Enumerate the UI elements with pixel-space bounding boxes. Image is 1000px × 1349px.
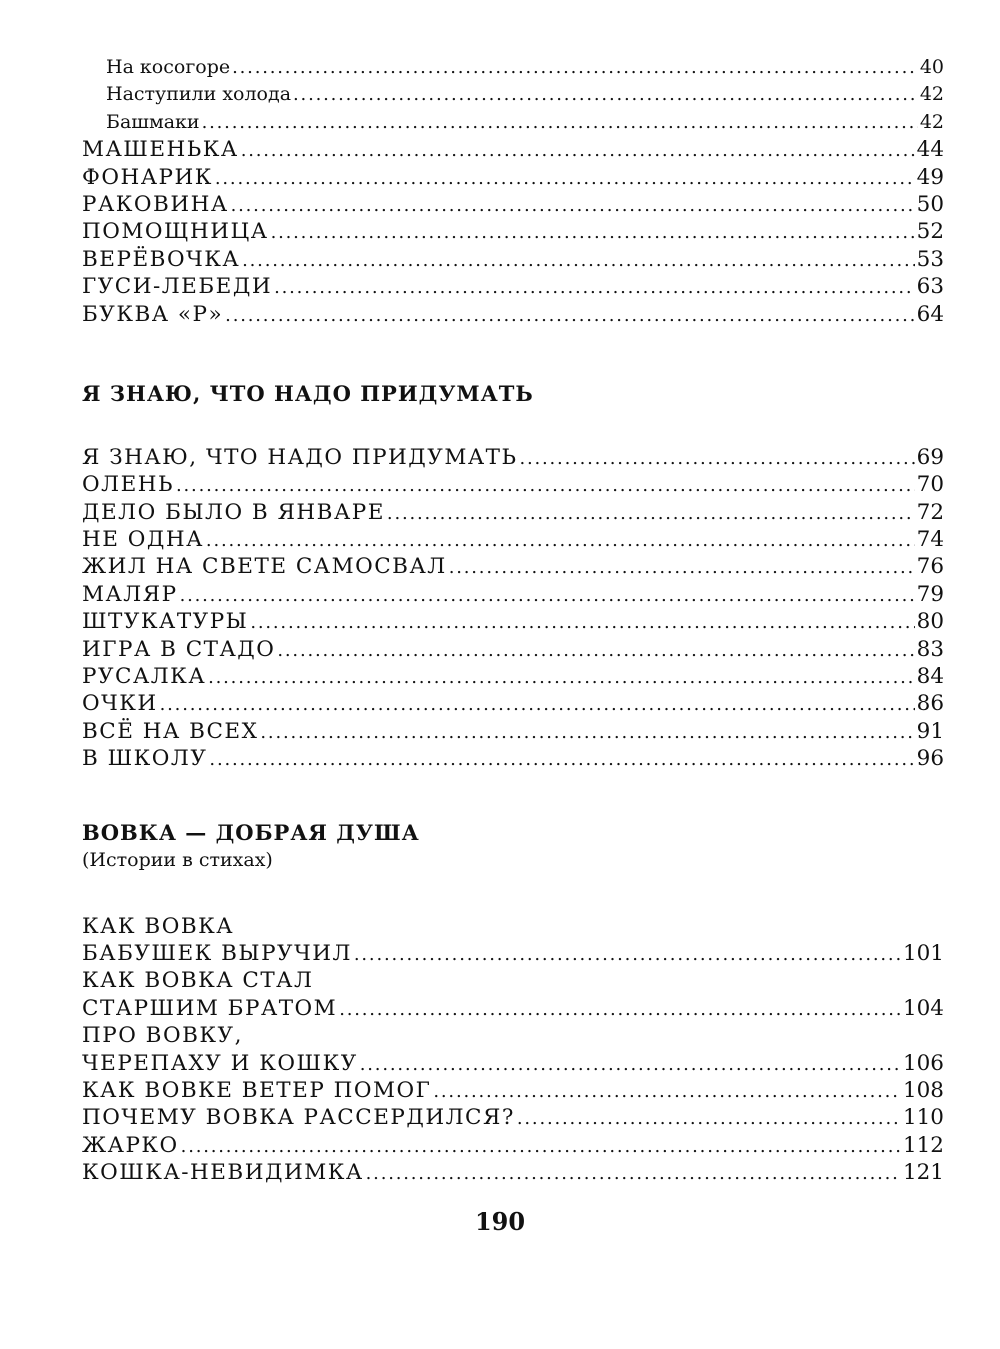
entry-page: 64	[916, 301, 944, 327]
entry-title: КАК ВОВКЕ ВЕТЕР ПОМОГ	[82, 1077, 432, 1103]
entry-title: РАКОВИНА	[82, 191, 229, 217]
dot-leader	[274, 273, 915, 300]
toc-entry	[82, 1104, 944, 1131]
entry-page: 80	[916, 609, 944, 635]
toc-entry	[82, 718, 944, 745]
entry-page: 86	[916, 691, 944, 717]
section-subheading: (Истории в стихах)	[82, 848, 273, 871]
toc-entry	[82, 54, 944, 81]
dot-leader	[360, 1050, 901, 1077]
dot-leader	[242, 246, 915, 273]
entry-page: 53	[916, 246, 944, 272]
entry-title: ВЕРЁВОЧКА	[82, 246, 241, 272]
entry-title: Башмаки	[106, 110, 200, 133]
entry-title: ЖАРКО	[82, 1132, 179, 1158]
entry-title: КОШКА-НЕВИДИМКА	[82, 1160, 364, 1186]
entry-title: Я ЗНАЮ, ЧТО НАДО ПРИДУМАТЬ	[82, 444, 518, 470]
entry-page: 101	[902, 940, 944, 966]
dot-leader	[209, 745, 914, 772]
dot-leader	[354, 940, 901, 967]
entry-page: 84	[916, 664, 944, 690]
toc-entry	[82, 690, 944, 717]
toc-entry	[82, 218, 944, 245]
dot-leader	[271, 218, 915, 245]
entry-title: В ШКОЛУ	[82, 746, 208, 772]
entry-page: 63	[916, 274, 944, 300]
toc-entry	[82, 246, 944, 273]
toc-entry	[82, 1077, 944, 1104]
dot-leader	[202, 109, 918, 136]
entry-title: СТАРШИМ БРАТОМ	[82, 995, 338, 1021]
entry-page: 69	[916, 444, 944, 470]
entry-title: ГУСИ-ЛЕБЕДИ	[82, 274, 273, 300]
dot-leader	[215, 164, 915, 191]
toc-section	[82, 819, 944, 1187]
entry-page: 104	[902, 995, 944, 1021]
entry-page: 112	[902, 1132, 944, 1158]
entry-page: 108	[902, 1077, 944, 1103]
entry-title: РУСАЛКА	[82, 664, 207, 690]
entry-page: 76	[916, 554, 944, 580]
dot-leader	[231, 191, 915, 218]
entry-title: ФОНАРИК	[82, 164, 213, 190]
toc-entry	[82, 995, 944, 1022]
entry-title-line: ПРО ВОВКУ,	[82, 1023, 243, 1049]
toc-entry	[82, 81, 944, 108]
entry-title: БУКВА «Р»	[82, 301, 224, 327]
dot-leader	[517, 1104, 901, 1131]
toc-entry	[82, 636, 944, 663]
toc-entry	[82, 1050, 944, 1077]
toc-section	[82, 380, 944, 773]
dot-leader	[449, 553, 915, 580]
section-heading: ВОВКА — ДОБРАЯ ДУША	[82, 819, 420, 845]
dot-leader	[241, 136, 915, 163]
entry-title: ПОЧЕМУ ВОВКА РАССЕРДИЛСЯ?	[82, 1105, 515, 1131]
toc-group-top	[82, 54, 944, 328]
dot-leader	[181, 1132, 901, 1159]
entry-page: 49	[916, 164, 944, 190]
entry-page: 72	[916, 499, 944, 525]
entry-page: 44	[916, 137, 944, 163]
toc-entry	[82, 109, 944, 136]
dot-leader	[176, 471, 915, 498]
dot-leader	[160, 690, 915, 717]
entry-title: МАЛЯР	[82, 581, 178, 607]
dot-leader	[433, 1077, 901, 1104]
entry-page: 91	[916, 718, 944, 744]
toc-entry	[82, 301, 944, 328]
toc-entry	[82, 136, 944, 163]
dot-leader	[232, 54, 918, 81]
entry-title: На косогоре	[106, 56, 231, 78]
entry-title: ДЕЛО БЫЛО В ЯНВАРЕ	[82, 499, 385, 525]
entry-page: 96	[916, 746, 944, 772]
toc-entry	[82, 663, 944, 690]
entry-page: 42	[919, 110, 944, 133]
entry-page: 52	[916, 219, 944, 245]
table-of-contents	[82, 54, 944, 1187]
toc-entry	[82, 164, 944, 191]
entry-title: МАШЕНЬКА	[82, 137, 239, 163]
entry-page: 70	[916, 472, 944, 498]
entry-title: ШТУКАТУРЫ	[82, 609, 249, 635]
entry-title: ЧЕРЕПАХУ И КОШКУ	[82, 1050, 358, 1076]
dot-leader	[387, 499, 915, 526]
entry-page: 106	[902, 1050, 944, 1076]
dot-leader	[206, 526, 915, 553]
entry-title: ПОМОЩНИЦА	[82, 219, 269, 245]
toc-entry	[82, 553, 944, 580]
toc-entry	[82, 940, 944, 967]
toc-entry	[82, 608, 944, 635]
entry-title: ЖИЛ НА СВЕТЕ САМОСВАЛ	[82, 554, 447, 580]
dot-leader	[339, 995, 901, 1022]
toc-entry	[82, 499, 944, 526]
entry-title: ОЛЕНЬ	[82, 472, 174, 498]
entry-page: 42	[919, 83, 944, 106]
dot-leader	[366, 1159, 901, 1186]
toc-entry	[82, 1159, 944, 1186]
toc-entry	[82, 581, 944, 608]
entry-title: ОЧКИ	[82, 691, 158, 717]
entry-title-line: КАК ВОВКА СТАЛ	[82, 968, 314, 994]
entry-title: НЕ ОДНА	[82, 527, 204, 553]
dot-leader	[250, 608, 914, 635]
dot-leader	[293, 81, 918, 108]
page-number: 190	[474, 1207, 526, 1236]
toc-entry	[82, 444, 944, 471]
entry-page: 83	[916, 636, 944, 662]
entry-page: 74	[916, 527, 944, 553]
dot-leader	[208, 663, 915, 690]
entry-page: 110	[902, 1105, 944, 1131]
entry-title-line: КАК ВОВКА	[82, 913, 235, 939]
dot-leader	[180, 581, 915, 608]
toc-entry	[82, 526, 944, 553]
entry-page: 50	[916, 191, 944, 217]
dot-leader	[277, 636, 914, 663]
dot-leader	[225, 301, 914, 328]
toc-entry	[82, 745, 944, 772]
entry-title: ВСЁ НА ВСЕХ	[82, 718, 259, 744]
entry-title: БАБУШЕК ВЫРУЧИЛ	[82, 940, 352, 966]
section-heading: Я ЗНАЮ, ЧТО НАДО ПРИДУМАТЬ	[82, 380, 534, 406]
entry-page: 40	[919, 56, 944, 78]
toc-entry	[82, 1132, 944, 1159]
toc-entry	[82, 191, 944, 218]
entry-page: 79	[916, 581, 944, 607]
entry-page: 121	[902, 1160, 944, 1186]
dot-leader	[519, 444, 914, 471]
entry-title: ИГРА В СТАДО	[82, 636, 276, 662]
toc-entry	[82, 273, 944, 300]
entry-title: Наступили холода	[106, 83, 292, 106]
dot-leader	[260, 718, 914, 745]
toc-entry	[82, 471, 944, 498]
